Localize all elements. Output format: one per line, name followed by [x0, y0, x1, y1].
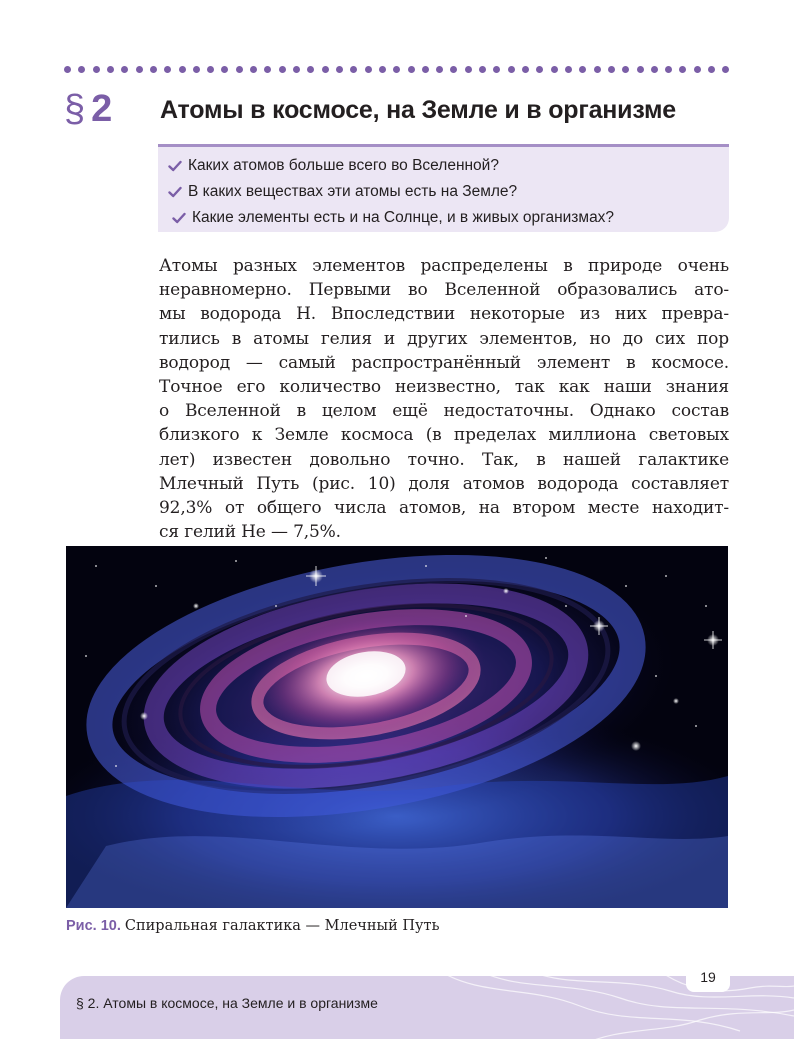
section-title: Атомы в космосе, на Земле и в организме — [160, 96, 676, 124]
body-line: Точное его количество неизвестно, так как наши знания — [159, 377, 729, 398]
question-item — [168, 205, 729, 231]
body-line: мы водорода H. Впоследствии некоторые из них превра- — [159, 304, 729, 325]
rule-dot — [379, 66, 386, 73]
body-line: Атомы разных элементов распределены в природе очень — [159, 256, 729, 276]
body-line: близкого к Земле космоса (в пределах миллиона световых — [159, 425, 729, 446]
figure-caption — [66, 918, 439, 934]
question-text: Каких атомов больше всего во Вселенной? — [188, 157, 499, 174]
rule-dot — [193, 66, 200, 73]
rule-dot — [694, 66, 701, 73]
rule-dot — [136, 66, 143, 73]
rule-dot — [221, 66, 228, 73]
body-line: лет) известен довольно точно. Так, в нашей галактике — [159, 449, 729, 470]
rule-dot — [522, 66, 529, 73]
rule-dot — [551, 66, 558, 73]
rule-dot — [622, 66, 629, 73]
rule-dot — [121, 66, 128, 73]
decorative-dotted-rule — [64, 64, 730, 74]
rule-dot — [422, 66, 429, 73]
rule-dot — [250, 66, 257, 73]
rule-dot — [179, 66, 186, 73]
rule-dot — [508, 66, 515, 73]
rule-dot — [479, 66, 486, 73]
rule-dot — [365, 66, 372, 73]
rule-dot — [107, 66, 114, 73]
rule-dot — [393, 66, 400, 73]
question-item — [168, 179, 729, 205]
rule-dot — [579, 66, 586, 73]
question-text: Какие элементы есть и на Солнце, и в живых организмах? — [192, 209, 615, 226]
rule-dot — [307, 66, 314, 73]
rule-dot — [164, 66, 171, 73]
rule-dot — [594, 66, 601, 73]
body-line: неравномерно. Первыми во Вселенной образовались ато- — [159, 280, 729, 301]
figure-label: Рис. 10. — [66, 918, 121, 934]
question-item — [168, 153, 729, 179]
rule-dot — [722, 66, 729, 73]
rule-dot — [651, 66, 658, 73]
body-line: тились в атомы гелия и других элементов, но до сих пор — [159, 328, 729, 349]
body-line: 92,3% от общего числа атомов, на втором месте находит- — [159, 498, 729, 519]
rule-dot — [708, 66, 715, 73]
rule-dot — [279, 66, 286, 73]
rule-dot — [408, 66, 415, 73]
body-line: ся гелий He — 7,5%. — [159, 522, 341, 543]
section-symbol: § — [64, 88, 86, 130]
rule-dot — [436, 66, 443, 73]
rule-dot — [679, 66, 686, 73]
rule-dot — [336, 66, 343, 73]
rule-dot — [64, 66, 71, 73]
rule-dot — [665, 66, 672, 73]
check-icon — [168, 186, 188, 198]
rule-dot — [150, 66, 157, 73]
question-text: В каких веществах эти атомы есть на Земле? — [188, 183, 518, 200]
rule-dot — [236, 66, 243, 73]
section-number-value: 2 — [91, 88, 113, 130]
page-number: 19 — [686, 962, 730, 992]
spiral-galaxy-illustration — [66, 546, 728, 908]
rule-dot — [493, 66, 500, 73]
galaxy-image — [66, 546, 728, 908]
rule-dot — [93, 66, 100, 73]
section-number — [64, 86, 112, 132]
rule-dot — [350, 66, 357, 73]
running-footer-title: § 2. Атомы в космосе, на Земле и в организме — [76, 995, 378, 1011]
key-questions-box — [158, 144, 729, 232]
rule-dot — [264, 66, 271, 73]
body-line: водород — самый распространённый элемент в космосе. — [159, 352, 729, 373]
rule-dot — [207, 66, 214, 73]
rule-dot — [78, 66, 85, 73]
rule-dot — [465, 66, 472, 73]
rule-dot — [608, 66, 615, 73]
check-icon — [172, 212, 192, 224]
rule-dot — [565, 66, 572, 73]
body-line: Млечный Путь (рис. 10) доля атомов водорода составляет — [159, 473, 729, 494]
rule-dot — [293, 66, 300, 73]
body-line: о Вселенной в целом ещё недостаточны. Однако состав — [159, 401, 729, 422]
rule-dot — [536, 66, 543, 73]
rule-dot — [450, 66, 457, 73]
figure-caption-text: Спиральная галактика — Млечный Путь — [124, 918, 440, 934]
rule-dot — [322, 66, 329, 73]
check-icon — [168, 160, 188, 172]
body-paragraph — [159, 254, 729, 544]
rule-dot — [637, 66, 644, 73]
